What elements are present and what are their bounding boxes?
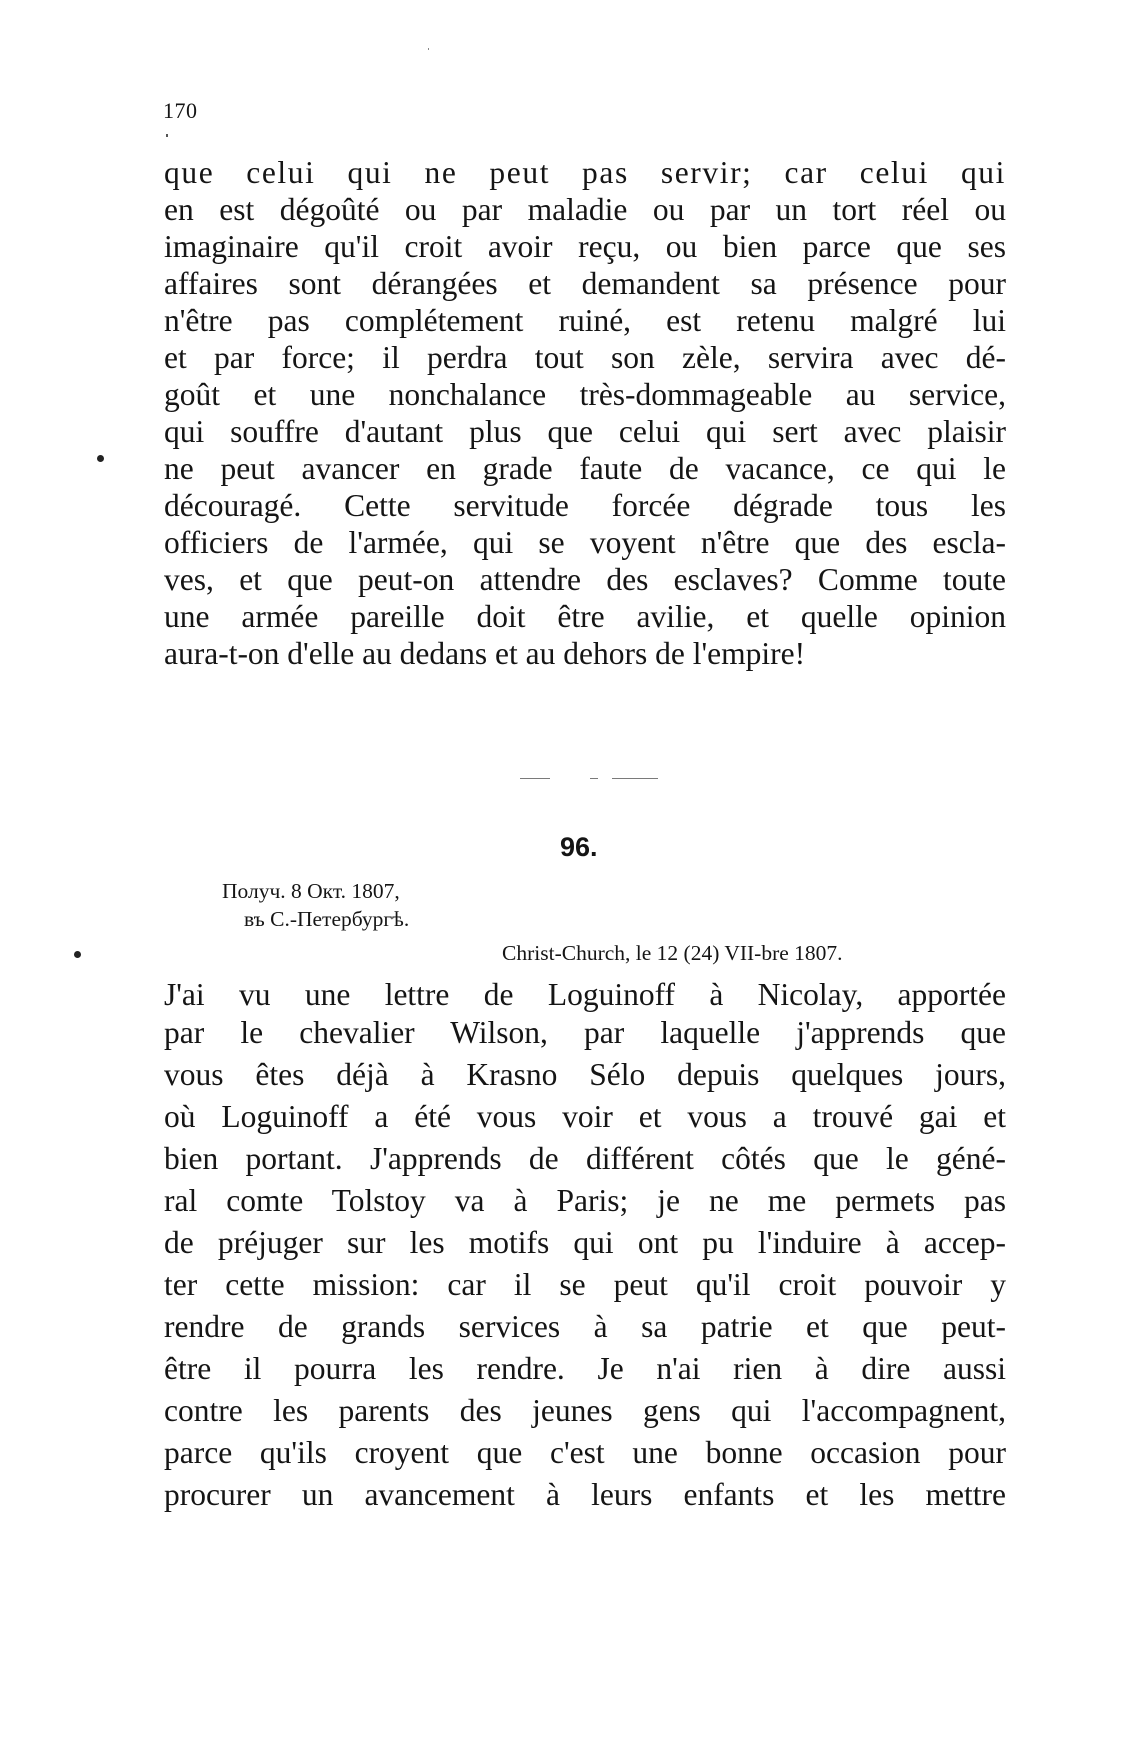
text-line: bien portant. J'apprends de différent côtés que le géné- <box>164 1141 1006 1176</box>
text-line: par le chevalier Wilson, par laquelle j'apprends que <box>164 1015 1006 1050</box>
page-number: 170 <box>163 98 198 123</box>
text-line: officiers de l'armée, qui se voyent n'être que des escla- <box>164 525 1006 560</box>
scan-mark <box>74 951 81 958</box>
text-line: en est dégoûté ou par maladie ou par un tort réel ou <box>164 192 1006 227</box>
text-line: ter cette mission: car il se peut qu'il croit pouvoir y <box>164 1267 1006 1302</box>
text-line: affaires sont dérangées et demandent sa présence pour <box>164 266 1006 301</box>
text-line: n'être pas complétement ruiné, est retenu malgré lui <box>164 303 1006 338</box>
text-line: une armée pareille doit être avilie, et quelle opinion <box>164 599 1006 634</box>
text-line: qui souffre d'autant plus que celui qui sert avec plaisir <box>164 414 1006 449</box>
scan-speck <box>428 48 429 50</box>
text-line: ves, et que peut-on attendre des esclaves? Comme toute <box>164 562 1006 597</box>
section-divider <box>590 778 598 779</box>
section-divider <box>520 778 550 779</box>
text-line: vous êtes déjà à Krasno Sélo depuis quelques jours, <box>164 1057 1006 1092</box>
text-line: parce qu'ils croyent que c'est une bonne occasion pour <box>164 1435 1006 1470</box>
text-line: ne peut avancer en grade faute de vacance, ce qui le <box>164 451 1006 486</box>
text-line: et par force; il perdra tout son zèle, servira avec dé- <box>164 340 1006 375</box>
text-line: de préjuger sur les motifs qui ont pu l'induire à accep- <box>164 1225 1006 1260</box>
text-line: rendre de grands services à sa patrie et que peut- <box>164 1309 1006 1344</box>
text-line: que celui qui ne peut pas servir; car celui qui <box>164 155 1006 190</box>
text-line: goût et une nonchalance très-dommageable au service, <box>164 377 1006 412</box>
text-line: ral comte Tolstoy va à Paris; je ne me permets pas <box>164 1183 1006 1218</box>
text-line: découragé. Cette servitude forcée dégrade tous les <box>164 488 1006 523</box>
text-line: imaginaire qu'il croit avoir reçu, ou bien parce que ses <box>164 229 1006 264</box>
received-note-line: Получ. 8 Окт. 1807, <box>222 879 400 903</box>
text-line: procurer un avancement à leurs enfants et les mettre <box>164 1477 1006 1512</box>
letter-number: 96. <box>560 832 598 862</box>
text-line: aura-t-on d'elle au dedans et au dehors de l'empire! <box>164 636 806 671</box>
section-divider <box>612 778 658 779</box>
received-note-line: въ С.-Петербургѣ. <box>244 907 410 931</box>
letter-dateline: Christ-Church, le 12 (24) VII-bre 1807. <box>502 941 843 965</box>
text-line: contre les parents des jeunes gens qui l'accompagnent, <box>164 1393 1006 1428</box>
scan-speck <box>166 134 168 137</box>
text-line: où Loguinoff a été vous voir et vous a trouvé gai et <box>164 1099 1006 1134</box>
text-line: être il pourra les rendre. Je n'ai rien à dire aussi <box>164 1351 1006 1386</box>
text-line: J'ai vu une lettre de Loguinoff à Nicolay, apportée <box>164 977 1006 1012</box>
scan-mark <box>97 455 104 462</box>
